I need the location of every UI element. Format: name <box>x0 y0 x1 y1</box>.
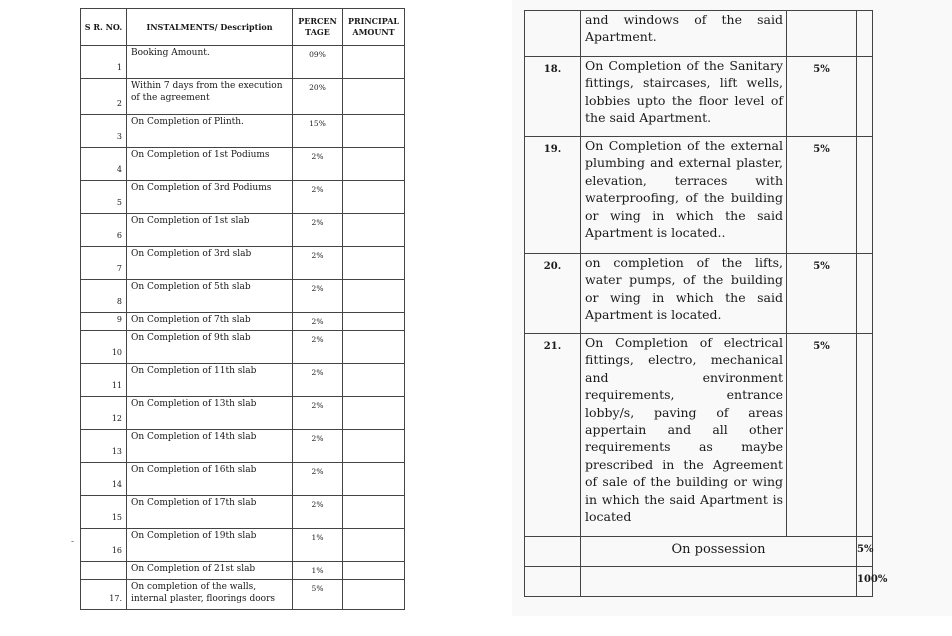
row-description: and windows of the said Apartment. <box>581 11 787 57</box>
left-page-scan <box>0 0 430 636</box>
row-description: On Completion of the external plumbing and external plaster, elevation, terraces with waterproofing, of the building or wing in which the said Apartment is located.. <box>581 137 787 254</box>
table-row <box>525 57 873 137</box>
row-principal-amount <box>343 580 405 610</box>
row-principal-amount <box>343 463 405 496</box>
row-sr-number: 3 <box>81 115 127 148</box>
row-percentage: 2% <box>293 331 343 364</box>
table-row <box>81 115 405 148</box>
row-description: On Completion of 14th slab <box>127 430 293 463</box>
possession-row <box>525 537 873 567</box>
row-sr-number: 10 <box>81 331 127 364</box>
row-description: On Completion of 5th slab <box>127 280 293 313</box>
row-description: On Completion of 19th slab <box>127 529 293 562</box>
row-percentage: 2% <box>293 214 343 247</box>
table-row <box>81 247 405 280</box>
row-principal-amount <box>343 214 405 247</box>
row-sr-number: 5 <box>81 181 127 214</box>
row-principal-amount <box>343 529 405 562</box>
total-label <box>581 567 857 597</box>
possession-percentage: 5% <box>857 537 873 567</box>
row-principal-amount <box>343 280 405 313</box>
row-principal-amount <box>343 364 405 397</box>
possession-description: On possession <box>581 537 857 567</box>
table-row <box>525 137 873 254</box>
row-principal-amount <box>343 46 405 79</box>
row-sr-number: 11 <box>81 364 127 397</box>
row-principal-amount <box>343 247 405 280</box>
row-percentage: 5% <box>787 137 857 254</box>
row-percentage: 1% <box>293 562 343 580</box>
row-sr-number: 1 <box>81 46 127 79</box>
row-percentage: 2% <box>293 496 343 529</box>
row-description: On Completion of electrical fittings, electro, mechanical and environment requirements, entrance lobby/s, paving of areas appertain and all other requirements as maybe prescribed in the Agreement of sale of the building or wing in which the said Apartment is located <box>581 334 787 537</box>
row-percentage: 2% <box>293 463 343 496</box>
row-description: On Completion of 17th slab <box>127 496 293 529</box>
row-percentage: 2% <box>293 280 343 313</box>
row-description: On Completion of 7th slab <box>127 313 293 331</box>
row-principal-amount <box>343 562 405 580</box>
row-description: On Completion of 13th slab <box>127 397 293 430</box>
header-sr-no: S R. NO. <box>81 9 127 46</box>
table-row <box>81 397 405 430</box>
row-sr-number: 18. <box>525 57 581 137</box>
row-sr-number: 14 <box>81 463 127 496</box>
row-sr-number: 16 <box>81 529 127 562</box>
instalment-table-right <box>524 10 888 597</box>
row-percentage: 20% <box>293 79 343 115</box>
row-sr-number: 21. <box>525 334 581 537</box>
row-description: On Completion of 1st Podiums <box>127 148 293 181</box>
margin-mark: - <box>71 537 75 547</box>
row-principal-amount <box>857 254 873 334</box>
row-percentage: 1% <box>293 529 343 562</box>
instalment-table-left <box>80 8 405 610</box>
header-percentage: PERCEN TAGE <box>293 9 343 46</box>
table-row <box>81 580 405 610</box>
row-principal-amount <box>343 496 405 529</box>
row-description: Within 7 days from the execution of the agreement <box>127 79 293 115</box>
table-row <box>81 181 405 214</box>
row-principal-amount <box>343 397 405 430</box>
row-percentage: 5% <box>787 254 857 334</box>
table-row <box>81 430 405 463</box>
row-percentage: 09% <box>293 46 343 79</box>
table-row <box>81 364 405 397</box>
row-sr-number: 20. <box>525 254 581 334</box>
row-description: On Completion of 11th slab <box>127 364 293 397</box>
row-description: On Completion of 9th slab <box>127 331 293 364</box>
total-sr <box>525 567 581 597</box>
row-principal-amount <box>857 11 873 57</box>
row-percentage: 2% <box>293 148 343 181</box>
row-sr-number: 13 <box>81 430 127 463</box>
row-percentage: 2% <box>293 313 343 331</box>
row-principal-amount <box>857 334 873 537</box>
row-sr-number: 7 <box>81 247 127 280</box>
possession-sr <box>525 537 581 567</box>
row-sr-number: 17. <box>81 580 127 610</box>
row-principal-amount <box>857 57 873 137</box>
table-row <box>81 46 405 79</box>
table-row <box>525 334 873 537</box>
row-description: On Completion of the Sanitary fittings, staircases, lift wells, lobbies upto the floor level of the said Apartment. <box>581 57 787 137</box>
row-sr-number: 12 <box>81 397 127 430</box>
row-sr-number: 9 <box>81 313 127 331</box>
row-sr-number: 2 <box>81 79 127 115</box>
header-description: INSTALMENTS/ Description <box>127 9 293 46</box>
table-row <box>81 280 405 313</box>
table-header-row <box>81 9 405 46</box>
row-principal-amount <box>343 115 405 148</box>
row-sr-number <box>525 11 581 57</box>
row-percentage: 15% <box>293 115 343 148</box>
right-page-scan <box>512 0 952 616</box>
row-percentage <box>787 11 857 57</box>
table-row <box>81 79 405 115</box>
row-sr-number: 6 <box>81 214 127 247</box>
table-row <box>81 331 405 364</box>
row-percentage: 2% <box>293 181 343 214</box>
row-percentage: 5% <box>787 57 857 137</box>
row-percentage: 5% <box>293 580 343 610</box>
row-description: On Completion of 3rd slab <box>127 247 293 280</box>
row-principal-amount <box>343 148 405 181</box>
total-percentage: 100% <box>857 567 873 597</box>
row-principal-amount <box>343 313 405 331</box>
row-percentage: 2% <box>293 430 343 463</box>
row-description: on completion of the lifts, water pumps, of the building or wing in which the said Apartment is located. <box>581 254 787 334</box>
table-row <box>81 529 405 562</box>
row-principal-amount <box>343 181 405 214</box>
row-principal-amount <box>343 430 405 463</box>
row-principal-amount <box>343 331 405 364</box>
table-row <box>525 254 873 334</box>
table-row <box>81 562 405 580</box>
row-description: On Completion of 16th slab <box>127 463 293 496</box>
table-row <box>81 148 405 181</box>
row-sr-number: 15 <box>81 496 127 529</box>
total-row <box>525 567 873 597</box>
table-row <box>81 463 405 496</box>
row-description: On Completion of 21st slab <box>127 562 293 580</box>
header-principal-amount: PRINCIPAL AMOUNT <box>343 9 405 46</box>
row-sr-number: 19. <box>525 137 581 254</box>
row-description: On completion of the walls, internal plaster, floorings doors <box>127 580 293 610</box>
row-percentage: 2% <box>293 364 343 397</box>
row-sr-number <box>81 562 127 580</box>
row-principal-amount <box>857 137 873 254</box>
row-percentage: 2% <box>293 247 343 280</box>
row-sr-number: 4 <box>81 148 127 181</box>
row-percentage: 5% <box>787 334 857 537</box>
row-percentage: 2% <box>293 397 343 430</box>
row-description: On Completion of 3rd Podiums <box>127 181 293 214</box>
table-row <box>81 214 405 247</box>
table-row <box>81 496 405 529</box>
row-description: On Completion of 1st slab <box>127 214 293 247</box>
row-principal-amount <box>343 79 405 115</box>
row-description: Booking Amount. <box>127 46 293 79</box>
table-row <box>81 313 405 331</box>
row-sr-number: 8 <box>81 280 127 313</box>
row-description: On Completion of Plinth. <box>127 115 293 148</box>
table-row <box>525 11 873 57</box>
